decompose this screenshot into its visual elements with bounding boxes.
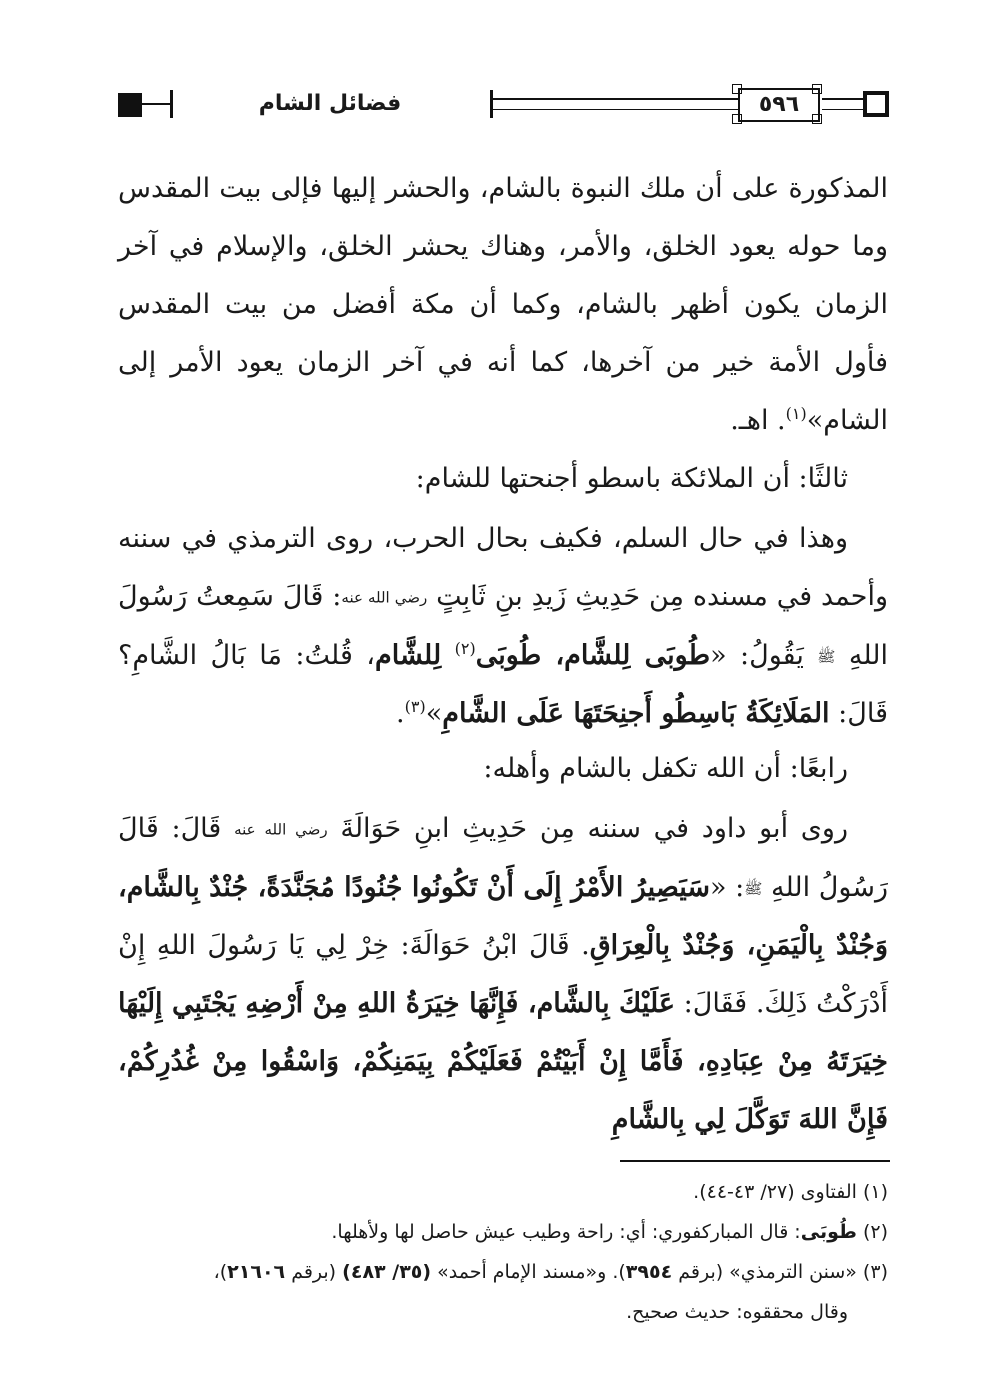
header-rule-mid	[493, 98, 738, 100]
footnote-ref-3[interactable]: (٣)	[404, 697, 426, 716]
honorific-saw: ﷺ	[744, 879, 763, 897]
honorific-ra: رضي الله عنه	[234, 820, 328, 839]
hadith-text: سَيَصِيرُ الأَمْرُ إِلَى أَنْ تَكُونُوا جُنُودًا مُجَنَّدَةً، جُنْدٌ بِالشَّام، وَجُنْدٌ بِالْيَمَنِ، وَجُنْدٌ بِالْعِرَاقِ	[118, 871, 888, 961]
paragraph-text: ، قُلتُ: مَا بَالُ الشَّامِ؟ قَالَ:	[118, 639, 888, 729]
honorific-saw: ﷺ	[817, 647, 836, 665]
page-number: ٥٩٦	[738, 88, 820, 122]
paragraph-hadith-sham	[118, 800, 888, 1149]
footnote-ref-1[interactable]: (١)	[785, 404, 807, 423]
header-rule-right	[822, 98, 863, 100]
footnote-number-bold: ٣٩٥٤	[625, 1261, 673, 1283]
hadith-text: عَلَيْكَ بِالشَّام، فَإِنَّهَا خِيَرَةُ اللهِ مِنْ أَرْضِهِ يَجْتَبِي إِلَيْهَا خِيَرَتَهُ مِنْ عِبَادِهِ، فَأَمَّا إِنْ أَبَيْتُمْ فَعَلَيْكُمْ بِيَمَنِكُمْ، وَاسْقُوا مِنْ غُدُرِكُمْ، فَإِنَّ اللهَ تَوَكَّلَ لِي بِالشَّامِ	[118, 988, 888, 1135]
footnote-text: ). و«مسند الإمام أحمد»	[437, 1261, 626, 1283]
header-right-square	[863, 91, 889, 117]
header-left-square	[118, 93, 142, 117]
footnote-number-bold: (٣٥/ ٤٨٣)	[342, 1261, 432, 1283]
footnote-3-continuation: وقال محققوه: حديث صحيح.	[626, 1301, 848, 1323]
footnote-2	[118, 1212, 888, 1252]
footnote-text: : قال المباركفوري: أي: راحة وطيب عيش حاصل لها ولأهلها.	[331, 1221, 801, 1243]
footnote-number: (٢)	[862, 1221, 888, 1243]
footnote-text: (برقم	[291, 1261, 337, 1283]
paragraph-end: . اهـ.	[730, 405, 786, 436]
honorific-ra: رضي الله عنه	[341, 588, 428, 607]
footnote-separator	[620, 1160, 890, 1162]
paragraph-hadith-angels	[118, 510, 888, 743]
paragraph-text: روى أبو داود في سننه مِن حَدِيثِ ابنِ حَوَالَةَ	[340, 813, 848, 844]
header-rule-mid-thin	[493, 109, 738, 110]
section-heading-fourth: رابعًا: أن الله تكفل بالشام وأهله:	[483, 753, 848, 784]
hadith-text: لِلشَّام	[375, 639, 442, 671]
footnotes	[118, 1172, 888, 1332]
footnote-1: (١) الفتاوى (٢٧/ ٤٣-٤٤).	[693, 1181, 888, 1203]
paragraph-end: .	[396, 698, 405, 729]
paragraph-text: وهذا في حال السلم، فكيف بحال الحرب، روى الترمذي في سننه وأحمد في مسنده مِن حَدِيثِ زَيدِ بنِ ثَابِتٍ	[118, 523, 888, 612]
page-header	[118, 82, 888, 126]
header-rule-left	[142, 103, 170, 105]
book-title: فضائل الشام	[258, 91, 402, 116]
footnote-ref-2[interactable]: (٢)	[454, 638, 476, 658]
footnote-text: )،	[213, 1261, 228, 1283]
section-heading-third: ثالثًا: أن الملائكة باسطو أجنحتها للشام:	[415, 463, 848, 494]
footnote-term: طُوبَى	[800, 1221, 857, 1243]
footnote-text: (٣) «سنن الترمذي» (برقم	[678, 1261, 888, 1283]
footnote-3	[118, 1252, 888, 1292]
header-rule-right-thin	[822, 109, 863, 110]
hadith-text: المَلَائِكَةُ بَاسِطُو أَجنِحَتَهَا عَلَى الشَّامِ	[442, 698, 830, 729]
paragraph-quote-continuation	[118, 160, 888, 450]
hadith-text: طُوبَى لِلشَّام، طُوبَى	[475, 639, 711, 671]
header-bar	[490, 90, 493, 118]
paragraph-text: . قَالَ ابْنُ حَوَالَةَ: خِرْ لِي يَا رَسُولَ اللهِ إِنْ أَدْرَكْتُ ذَلِكَ. فَقَالَ:	[118, 930, 888, 1019]
quote-close: »	[425, 698, 443, 729]
footnote-number-bold: ٢١٦٠٦	[227, 1261, 286, 1283]
quote-open: : «	[710, 871, 745, 903]
paragraph-text: قَالَ: قَالَ رَسُولُ اللهِ	[118, 813, 888, 903]
paragraph-text: : قَالَ سَمِعتُ رَسُولَ اللهِ	[118, 581, 888, 671]
paragraph-text: يَقُولُ: «	[710, 639, 804, 671]
paragraph-text: المذكورة على أن ملك النبوة بالشام، والحشر إليها فإلى بيت المقدس وما حوله يعود الخلق، والأمر، وهناك يحشر الخلق، والإسلام في آخر الزمان يكون أظهر بالشام، وكما أن مكة أفضل من بيت المقدس فأول الأمة خير من آخرها، كما أنه في آخر الزمان يعود الأمر إلى الشام»	[118, 173, 888, 436]
